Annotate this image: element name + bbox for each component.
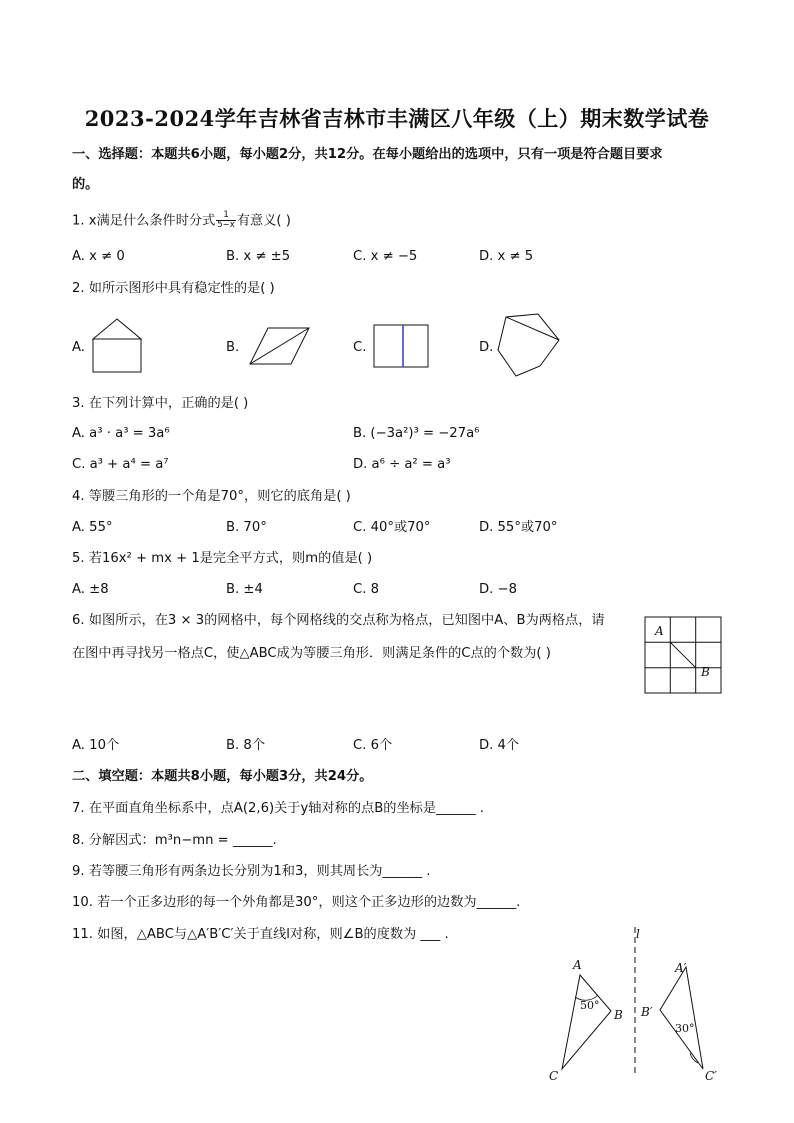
q1-option-c: C. x ≠ −5	[353, 249, 418, 264]
q1-option-a: A. x ≠ 0	[72, 249, 125, 264]
question-6: 6. 如图所示，在3 × 3的网格中，每个网格线的交点称为格点，已知图中A、B为两格点，请	[72, 613, 605, 628]
question-1-text: 1. x满足什么条件时分式	[72, 213, 216, 229]
q3-option-b: B. (−3a²)³ = −27a⁶	[353, 426, 480, 441]
q4-option-a: A. 55°	[72, 520, 113, 535]
question-1	[72, 211, 291, 231]
question-8: 8. 分解因式：m³n−mn = ______.	[72, 833, 277, 848]
question-9: 9. 若等腰三角形有两条边长分别为1和3，则其周长为______ .	[72, 864, 431, 879]
q1-option-d: D. x ≠ 5	[479, 249, 534, 264]
question-6-cont: 在图中再寻找另一格点C，使△ABC成为等腰三角形．则满足条件的C点的个数为( )	[72, 646, 551, 661]
vertex-c-label: C	[549, 1069, 559, 1083]
vertex-b-label: B	[614, 1008, 623, 1022]
q4-option-c: C. 40°或70°	[353, 520, 431, 535]
q2-option-c: C.	[353, 340, 367, 355]
section2-header: 二、填空题：本题共8小题，每小题3分，共24分。	[72, 769, 373, 784]
q5-option-b: B. ±4	[226, 582, 263, 597]
question-3: 3. 在下列计算中，正确的是( )	[72, 396, 249, 411]
line-l-label: l	[636, 927, 640, 941]
question-10: 10. 若一个正多边形的每一个外角都是30°，则这个正多边形的边数为______.	[72, 895, 521, 910]
question-5: 5. 若16x² + mx + 1是完全平方式，则m的值是( )	[72, 551, 373, 566]
question-7: 7. 在平面直角坐标系中，点A(2,6)关于y轴对称的点B的坐标是______ .	[72, 801, 484, 816]
section1-header-cont: 的。	[72, 177, 99, 192]
question-2: 2. 如所示图形中具有稳定性的是( )	[72, 281, 275, 296]
vertex-b-prime-label: B′	[641, 1005, 653, 1019]
q5-option-d: D. −8	[479, 582, 517, 597]
question-1-text-end: 有意义( )	[236, 213, 291, 229]
q3-option-c: C. a³ + a⁴ = a⁷	[72, 457, 169, 472]
angle-30-label: 30°	[675, 1022, 695, 1035]
q2-option-b: B.	[226, 340, 240, 355]
vertex-c-prime-label: C′	[705, 1069, 717, 1083]
rectangle-with-midline-figure	[372, 323, 430, 369]
q1-option-b: B. x ≠ ±5	[226, 249, 291, 264]
question-4: 4. 等腰三角形的一个角是70°，则它的底角是( )	[72, 489, 351, 504]
point-a-label: A	[655, 624, 664, 638]
q6-option-a: A. 10个	[72, 738, 120, 753]
fraction	[216, 211, 236, 230]
q5-option-c: C. 8	[353, 582, 379, 597]
question-11: 11. 如图，△ABC与△A′B′C′关于直线l对称，则∠B的度数为 ___ .	[72, 927, 449, 942]
fraction-numerator: 1	[216, 211, 236, 221]
q2-option-d: D.	[479, 340, 494, 355]
angle-50-label: 50°	[580, 999, 600, 1012]
q4-option-b: B. 70°	[226, 520, 267, 535]
q5-option-a: A. ±8	[72, 582, 109, 597]
page-title: 2023-2024学年吉林省吉林市丰满区八年级（上）期末数学试卷	[84, 106, 710, 131]
symmetric-triangles-figure	[540, 925, 730, 1090]
point-b-label: B	[701, 665, 710, 679]
fraction-denominator: 5−x	[217, 220, 235, 230]
vertex-a-prime-label: A′	[675, 961, 687, 975]
parallelogram-with-diagonal-figure	[248, 326, 312, 368]
q2-option-a: A.	[72, 340, 85, 355]
q3-option-a: A. a³ · a³ = 3a⁶	[72, 426, 170, 441]
hexagon-with-diagonal-figure	[496, 312, 562, 380]
q4-option-d: D. 55°或70°	[479, 520, 558, 535]
q6-option-d: D. 4个	[479, 738, 520, 753]
vertex-a-label: A	[573, 958, 582, 972]
q3-option-d: D. a⁶ ÷ a² = a³	[353, 457, 451, 472]
triangles-drawing	[540, 925, 730, 1090]
q6-option-c: C. 6个	[353, 738, 393, 753]
q6-option-b: B. 8个	[226, 738, 266, 753]
house-shape-figure	[90, 317, 146, 375]
grid-3x3-figure	[644, 616, 724, 696]
section1-header: 一、选择题：本题共6小题，每小题2分，共12分。在每小题给出的选项中，只有一项是符合题目要求	[72, 147, 663, 162]
